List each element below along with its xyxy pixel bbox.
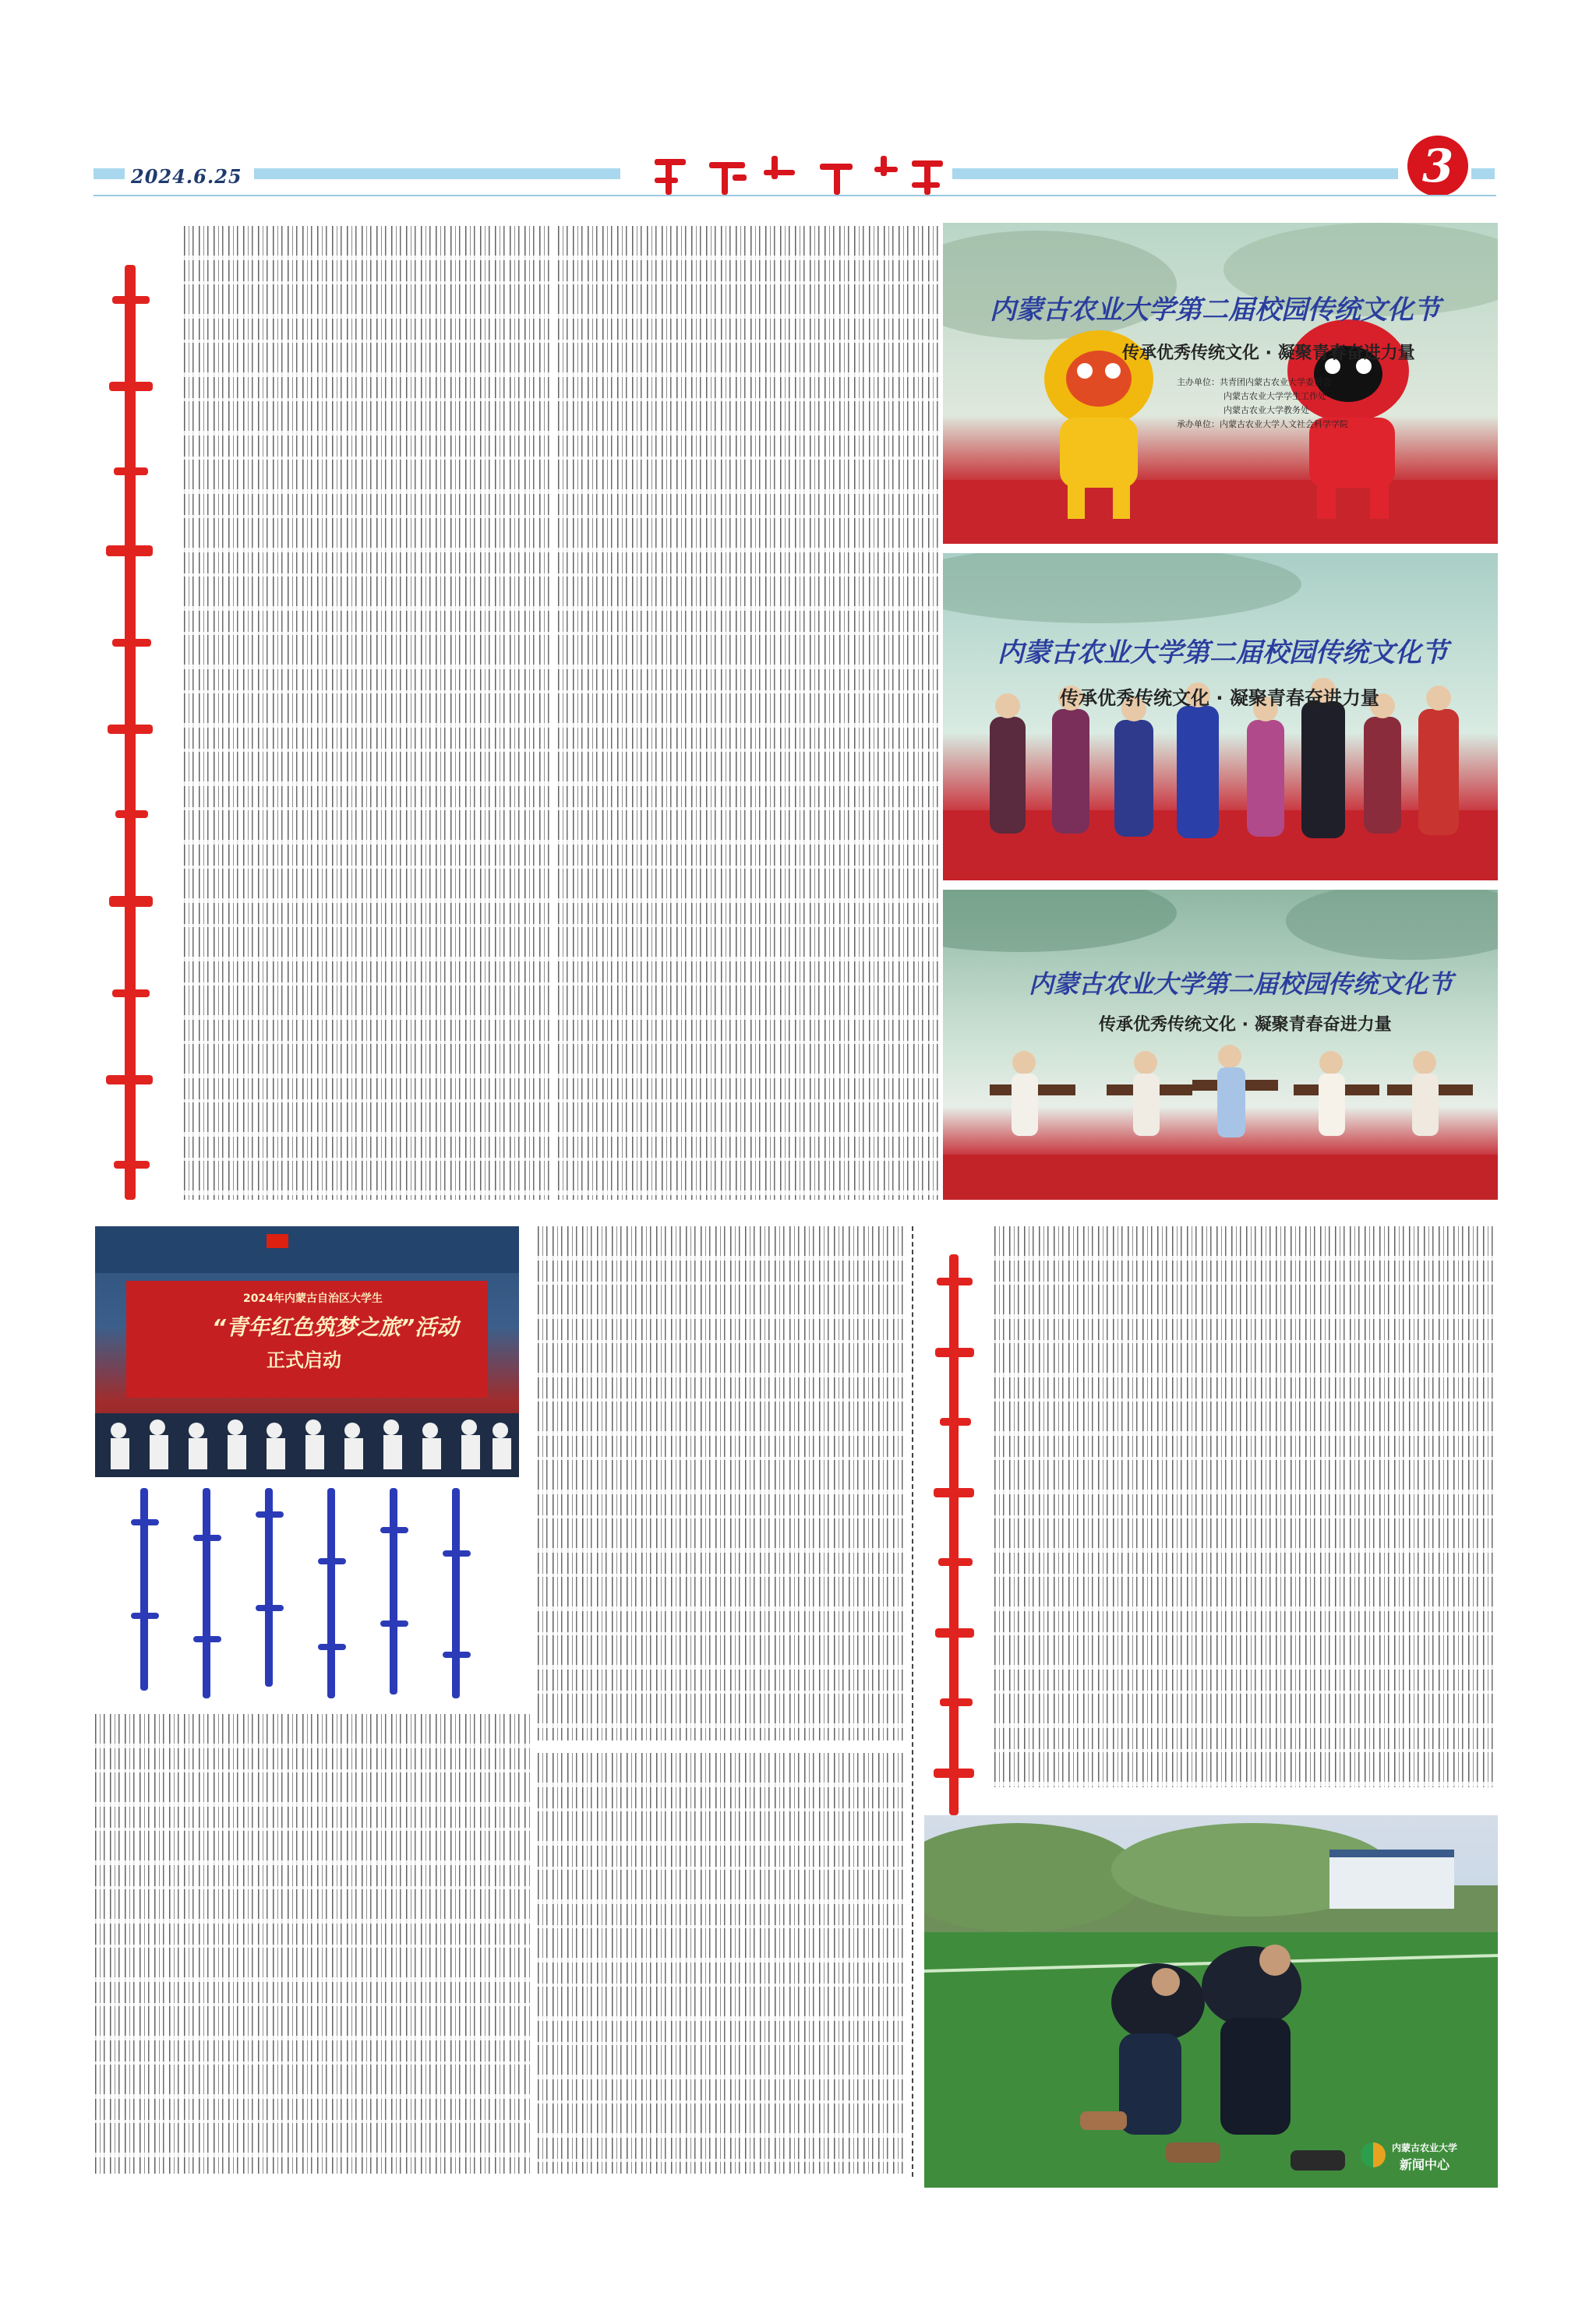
lion-organizer-4: 承办单位：内蒙古农业大学人文社会科学学院 xyxy=(1177,419,1348,429)
ceremony-stage-line1: 2024年内蒙古自治区大学生 xyxy=(243,1292,383,1305)
page-number-badge: 3 xyxy=(1407,136,1468,196)
article2-text-block-a xyxy=(95,1714,531,2174)
watermark-line2: 新闻中心 xyxy=(1400,2157,1450,2172)
column-divider xyxy=(912,1226,913,2177)
header-bar-right xyxy=(952,168,1398,179)
news-center-logo-icon xyxy=(1361,2142,1386,2167)
dance-banner-sub: 传承优秀传统文化 · 凝聚青春奋进力量 xyxy=(1060,687,1379,709)
photo-ceremony xyxy=(95,1226,519,1477)
article3-text-block-a xyxy=(994,1226,1493,1787)
header-bar-mid xyxy=(254,168,620,179)
photo-guzheng-performance xyxy=(943,890,1498,1200)
lion-organizer-1: 主办单位：共青团内蒙古农业大学委员会 xyxy=(1177,377,1331,387)
article1-headline xyxy=(98,265,168,1200)
photo-mongolian-wrestling xyxy=(924,1815,1498,2188)
lion-banner-title: 内蒙古农业大学第二届校园传统文化节 xyxy=(990,294,1440,326)
issue-date: 2024.6.25 xyxy=(131,165,242,188)
ceremony-stage-line3: 正式启动 xyxy=(267,1349,341,1371)
article2-text-block-b xyxy=(538,1226,904,1740)
photo-traditional-dance xyxy=(943,553,1498,880)
dance-banner-title: 内蒙古农业大学第二届校园传统文化节 xyxy=(998,637,1448,668)
photo-lion-dance xyxy=(943,223,1498,544)
masthead-logo xyxy=(647,151,951,199)
lion-banner-sub: 传承优秀传统文化 · 凝聚青春奋进力量 xyxy=(1122,344,1415,363)
lion-organizer-3: 内蒙古农业大学教务处 xyxy=(1223,405,1309,415)
article1-text-block-b xyxy=(558,226,940,1200)
guzheng-banner-title: 内蒙古农业大学第二届校园传统文化节 xyxy=(1029,969,1453,999)
header-rule xyxy=(94,195,1496,196)
article1-text-block-a xyxy=(184,226,550,1200)
ceremony-stage-title: “青年红色筑梦之旅”活动 xyxy=(212,1314,459,1340)
article2-text-block-c xyxy=(538,1753,904,2174)
header-bar-left xyxy=(94,168,125,179)
header-bar-end xyxy=(1471,168,1495,179)
guzheng-banner-sub: 传承优秀传统文化 · 凝聚青春奋进力量 xyxy=(1099,1015,1392,1035)
lion-organizer-2: 内蒙古农业大学学生工作处 xyxy=(1223,391,1326,401)
article2-headline xyxy=(125,1488,514,1706)
article3-headline xyxy=(926,1254,988,1815)
watermark-line1: 内蒙古农业大学 xyxy=(1392,2142,1458,2153)
